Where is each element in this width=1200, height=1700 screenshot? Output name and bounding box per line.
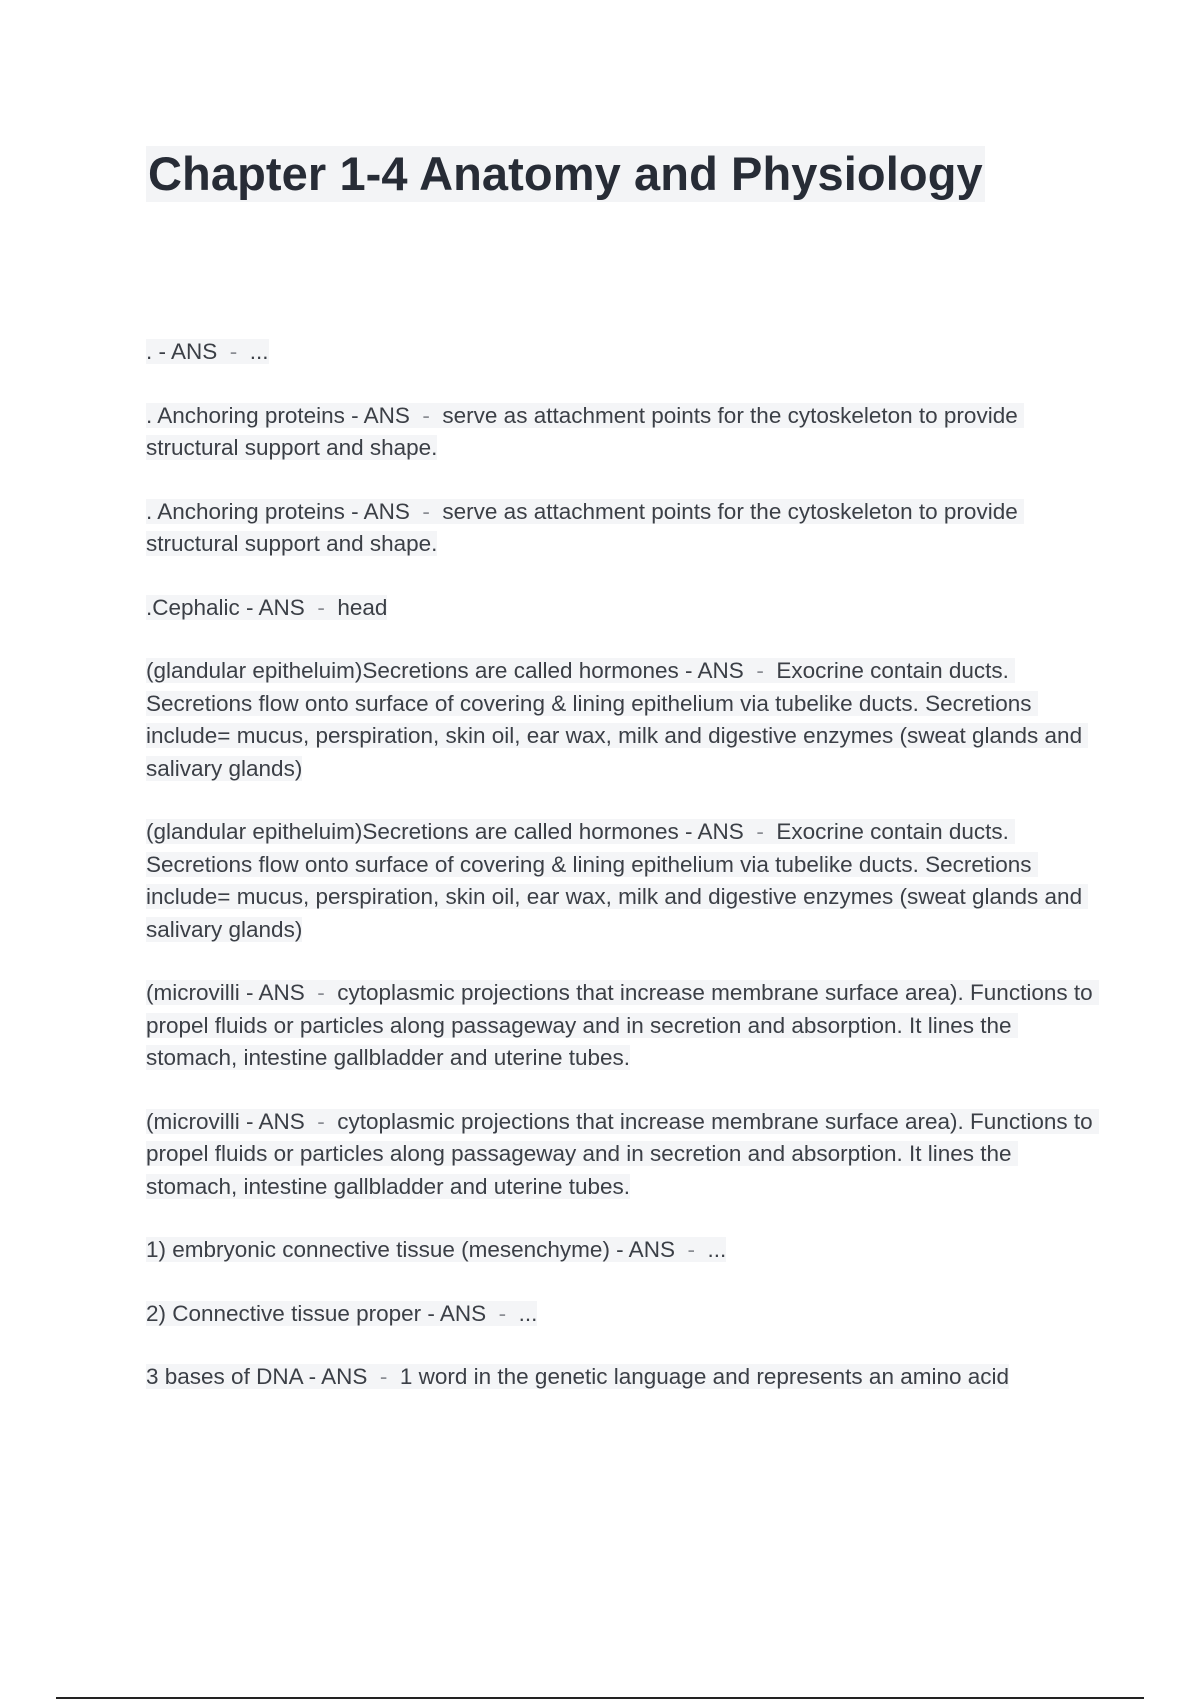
entry-term: .Cephalic - ANS bbox=[146, 594, 305, 620]
entry-term: 2) Connective tissue proper - ANS bbox=[146, 1300, 487, 1326]
flashcard-entry: . Anchoring proteins - ANS - serve as attachment points for the cytoskeleton to provide structural support and shape. bbox=[146, 402, 1024, 460]
flashcard-entry: 1) embryonic connective tissue (mesenchyme) - ANS - ... bbox=[146, 1237, 727, 1262]
entry-definition: ... bbox=[249, 339, 269, 364]
flashcard-entry: .Cephalic - ANS - head bbox=[146, 594, 388, 620]
flashcard-entry: . Anchoring proteins - ANS - serve as attachment points for the cytoskeleton to provide structural support and shape. bbox=[146, 498, 1024, 556]
footer-divider bbox=[56, 1697, 1144, 1699]
flashcard-entry: . - ANS - ... bbox=[146, 339, 269, 364]
flashcard-entry: (microvilli - ANS - cytoplasmic projections that increase membrane surface area). Functions to propel fluids or particles along passageway and in secretion and absorption. It lines the stomach, intestine gallbladder and uterine tubes. bbox=[146, 980, 1099, 1070]
flashcard-list bbox=[146, 336, 1099, 1425]
entry-definition: ... bbox=[518, 1300, 538, 1326]
entry-term: . - ANS bbox=[146, 339, 218, 364]
entry-term: (glandular epitheluim)Secretions are called hormones - ANS bbox=[146, 658, 744, 683]
entry-definition: cytoplasmic projections that increase membrane surface area). Functions to propel fluids or particles along passageway and in secretion and absorption. It lines the stomach, intestine gallbladder and uterine tubes. bbox=[146, 1108, 1099, 1199]
entry-term: (microvilli - ANS bbox=[146, 980, 305, 1005]
entry-term: . Anchoring proteins - ANS bbox=[146, 498, 410, 524]
entry-term: . Anchoring proteins - ANS bbox=[146, 402, 410, 428]
entry-definition: serve as attachment points for the cytoskeleton to provide structural support and shape. bbox=[146, 498, 1024, 556]
flashcard-entry: (glandular epitheluim)Secretions are called hormones - ANS - Exocrine contain ducts. Secretions flow onto surface of covering & lining epithelium via tubelike ducts. Secretions include= mucus, perspiration, skin oil, ear wax, milk and digestive enzymes (sweat glands and salivary glands) bbox=[146, 819, 1089, 942]
entry-definition: 1 word in the genetic language and represents an amino acid bbox=[399, 1364, 1010, 1389]
flashcard-entry: 3 bases of DNA - ANS - 1 word in the genetic language and represents an amino acid bbox=[146, 1364, 1010, 1389]
entry-definition: Exocrine contain ducts. Secretions flow onto surface of covering & lining epithelium via tubelike ducts. Secretions include= mucus, perspiration, skin oil, ear wax, milk and digestive enzymes (sweat glands and salivary glands) bbox=[146, 819, 1089, 942]
entry-definition: serve as attachment points for the cytoskeleton to provide structural support and shape. bbox=[146, 402, 1024, 460]
entry-term: 1) embryonic connective tissue (mesenchyme) - ANS bbox=[146, 1237, 675, 1262]
entry-definition: head bbox=[337, 594, 388, 620]
entry-term: (microvilli - ANS bbox=[146, 1108, 305, 1134]
page-title: Chapter 1-4 Anatomy and Physiology bbox=[148, 147, 983, 200]
flashcard-entry: 2) Connective tissue proper - ANS - ... bbox=[146, 1300, 538, 1326]
entry-term: (glandular epitheluim)Secretions are called hormones - ANS bbox=[146, 819, 744, 844]
flashcard-entry: (microvilli - ANS - cytoplasmic projections that increase membrane surface area). Functions to propel fluids or particles along passageway and in secretion and absorption. It lines the stomach, intestine gallbladder and uterine tubes. bbox=[146, 1108, 1099, 1199]
flashcard-entry: (glandular epitheluim)Secretions are called hormones - ANS - Exocrine contain ducts. Secretions flow onto surface of covering & lining epithelium via tubelike ducts. Secretions include= mucus, perspiration, skin oil, ear wax, milk and digestive enzymes (sweat glands and salivary glands) bbox=[146, 658, 1089, 781]
entry-definition: Exocrine contain ducts. Secretions flow onto surface of covering & lining epithelium via tubelike ducts. Secretions include= mucus, perspiration, skin oil, ear wax, milk and digestive enzymes (sweat glands and salivary glands) bbox=[146, 658, 1089, 781]
entry-term: 3 bases of DNA - ANS bbox=[146, 1364, 368, 1389]
entry-definition: ... bbox=[707, 1237, 727, 1262]
entry-definition: cytoplasmic projections that increase membrane surface area). Functions to propel fluids or particles along passageway and in secretion and absorption. It lines the stomach, intestine gallbladder and uterine tubes. bbox=[146, 980, 1099, 1070]
